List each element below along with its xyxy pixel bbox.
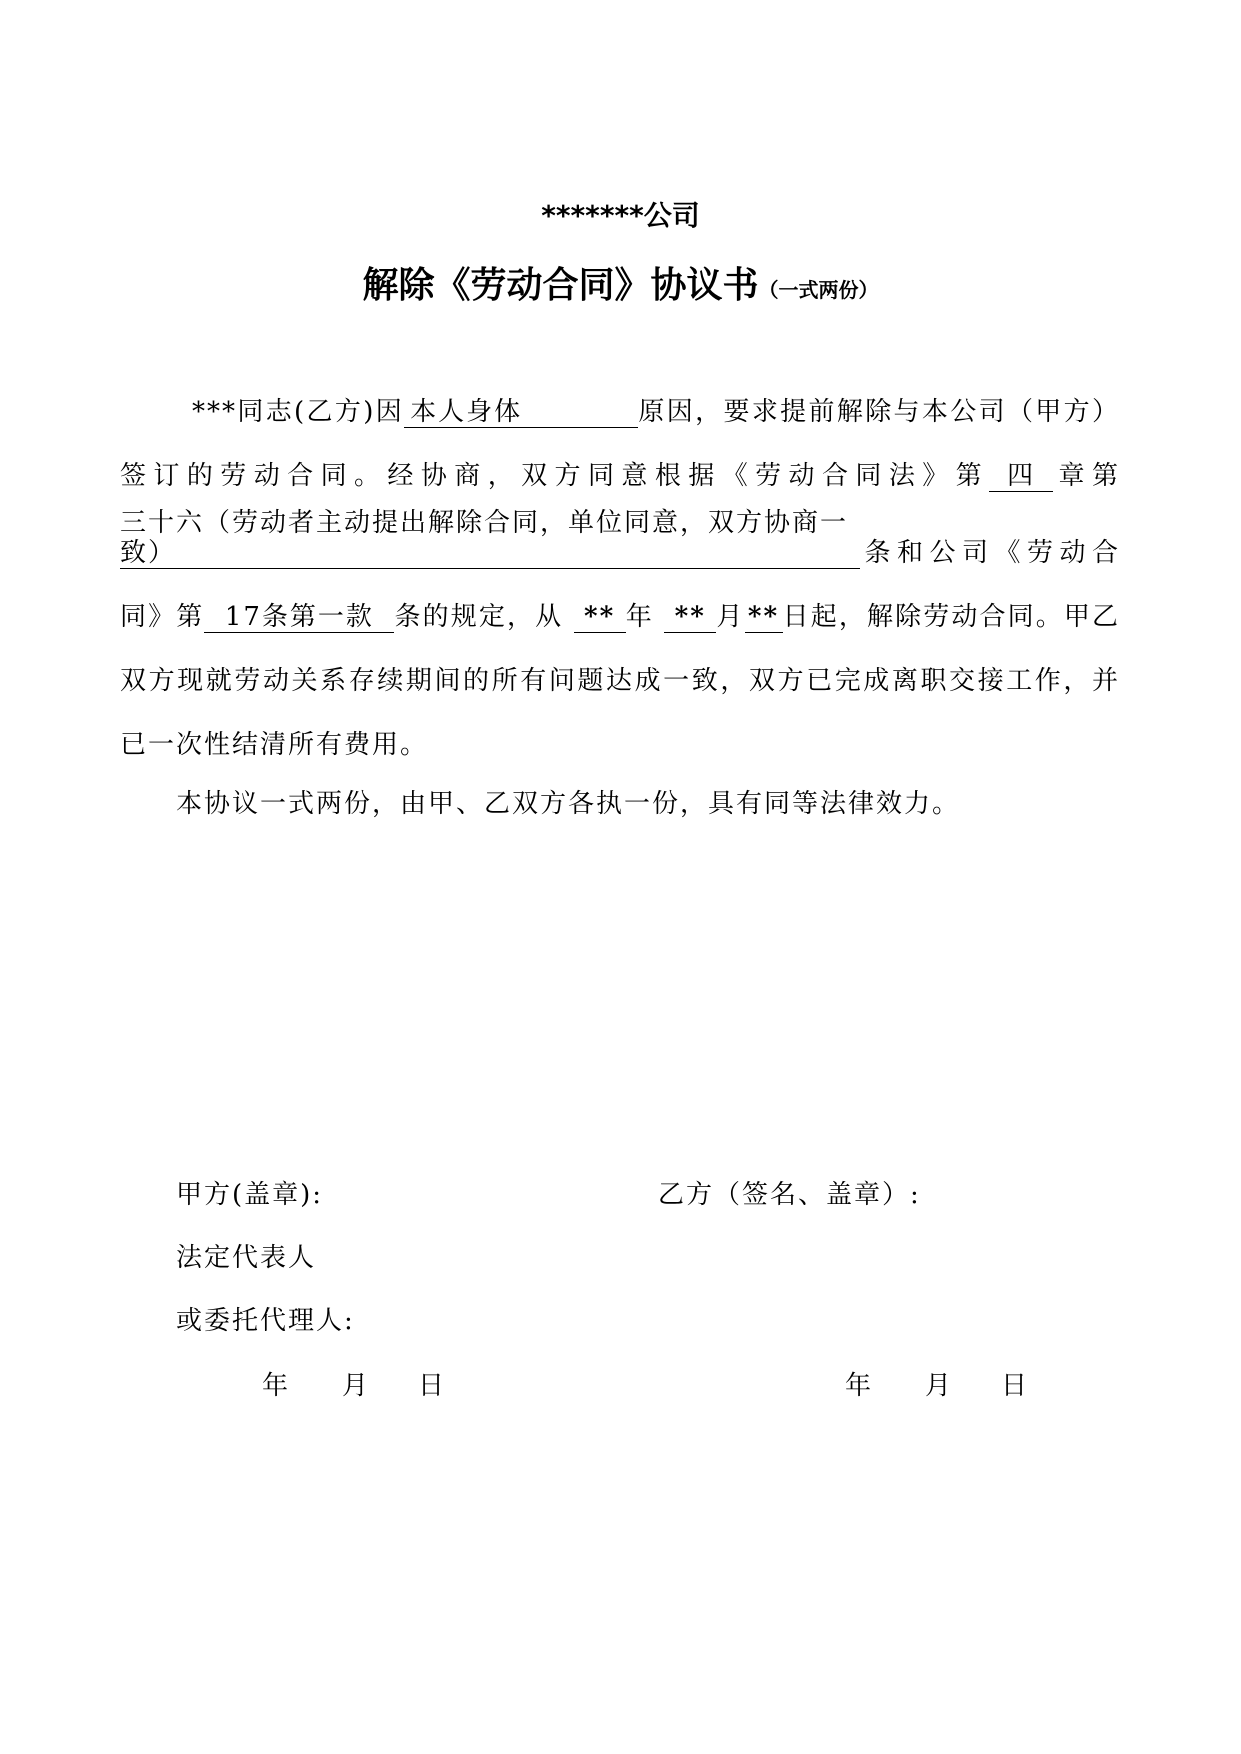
legal-representative-label: 法定代表人 (176, 1243, 317, 1273)
chapter-fill: 四 (989, 461, 1053, 492)
month-unit: 月 (716, 602, 745, 632)
month-fill: ** (664, 602, 716, 633)
party-b-date-day: 日 (1001, 1371, 1030, 1401)
reason-fill: 本人身体 (404, 397, 638, 428)
p1-part-d: 条和公司《劳动合同》第 (120, 538, 1120, 632)
copies-paragraph (120, 772, 1120, 836)
title-main: 解除《劳动合同》协议书 (362, 265, 759, 306)
party-b-date-year: 年 (845, 1371, 874, 1401)
p1-part-a: ***同志(乙方)因 (192, 397, 405, 427)
party-b-label: 乙方（签名、盖章）: (658, 1180, 921, 1210)
document-title (0, 260, 1241, 316)
article-fill: 三十六（劳动者主动提出解除合同，单位同意，双方协商一致） (120, 508, 860, 569)
party-a-date-year: 年 (262, 1371, 291, 1401)
party-a-date (262, 1366, 446, 1406)
clause-fill: 17条第一款 (204, 602, 394, 633)
p1-part-e: 条的规定，从 (394, 602, 564, 632)
company-name: *******公司 (541, 199, 700, 232)
party-b-date-month: 月 (925, 1371, 954, 1401)
year-unit: 年 (625, 602, 654, 632)
main-paragraph (120, 380, 1120, 777)
year-fill: ** (574, 602, 626, 633)
p1-part-b: 原因，要求提前解除与本公司（甲方）签订的劳动合同。经协商，双方同意根据《劳动合同法》第 (120, 397, 1120, 491)
p2-text: 本协议一式两份，由甲、乙双方各执一份，具有同等法律效力。 (176, 789, 961, 819)
party-a-date-month: 月 (342, 1371, 371, 1401)
p1-part-c: 章第 (1053, 461, 1120, 491)
party-b-date (845, 1366, 1029, 1406)
party-a-date-day: 日 (418, 1371, 447, 1401)
title-copies-note: （一式两份） (758, 278, 879, 302)
party-a-label: 甲方(盖章): (176, 1180, 324, 1210)
agent-label: 或委托代理人: (176, 1306, 355, 1336)
p1-part-f: 日起，解除劳动合同。甲乙双方现就劳动关系存续期间的所有问题达成一致，双方已完成离职交接工作，并已一次性结清所有费用。 (120, 602, 1120, 760)
day-fill: ** (745, 602, 783, 633)
